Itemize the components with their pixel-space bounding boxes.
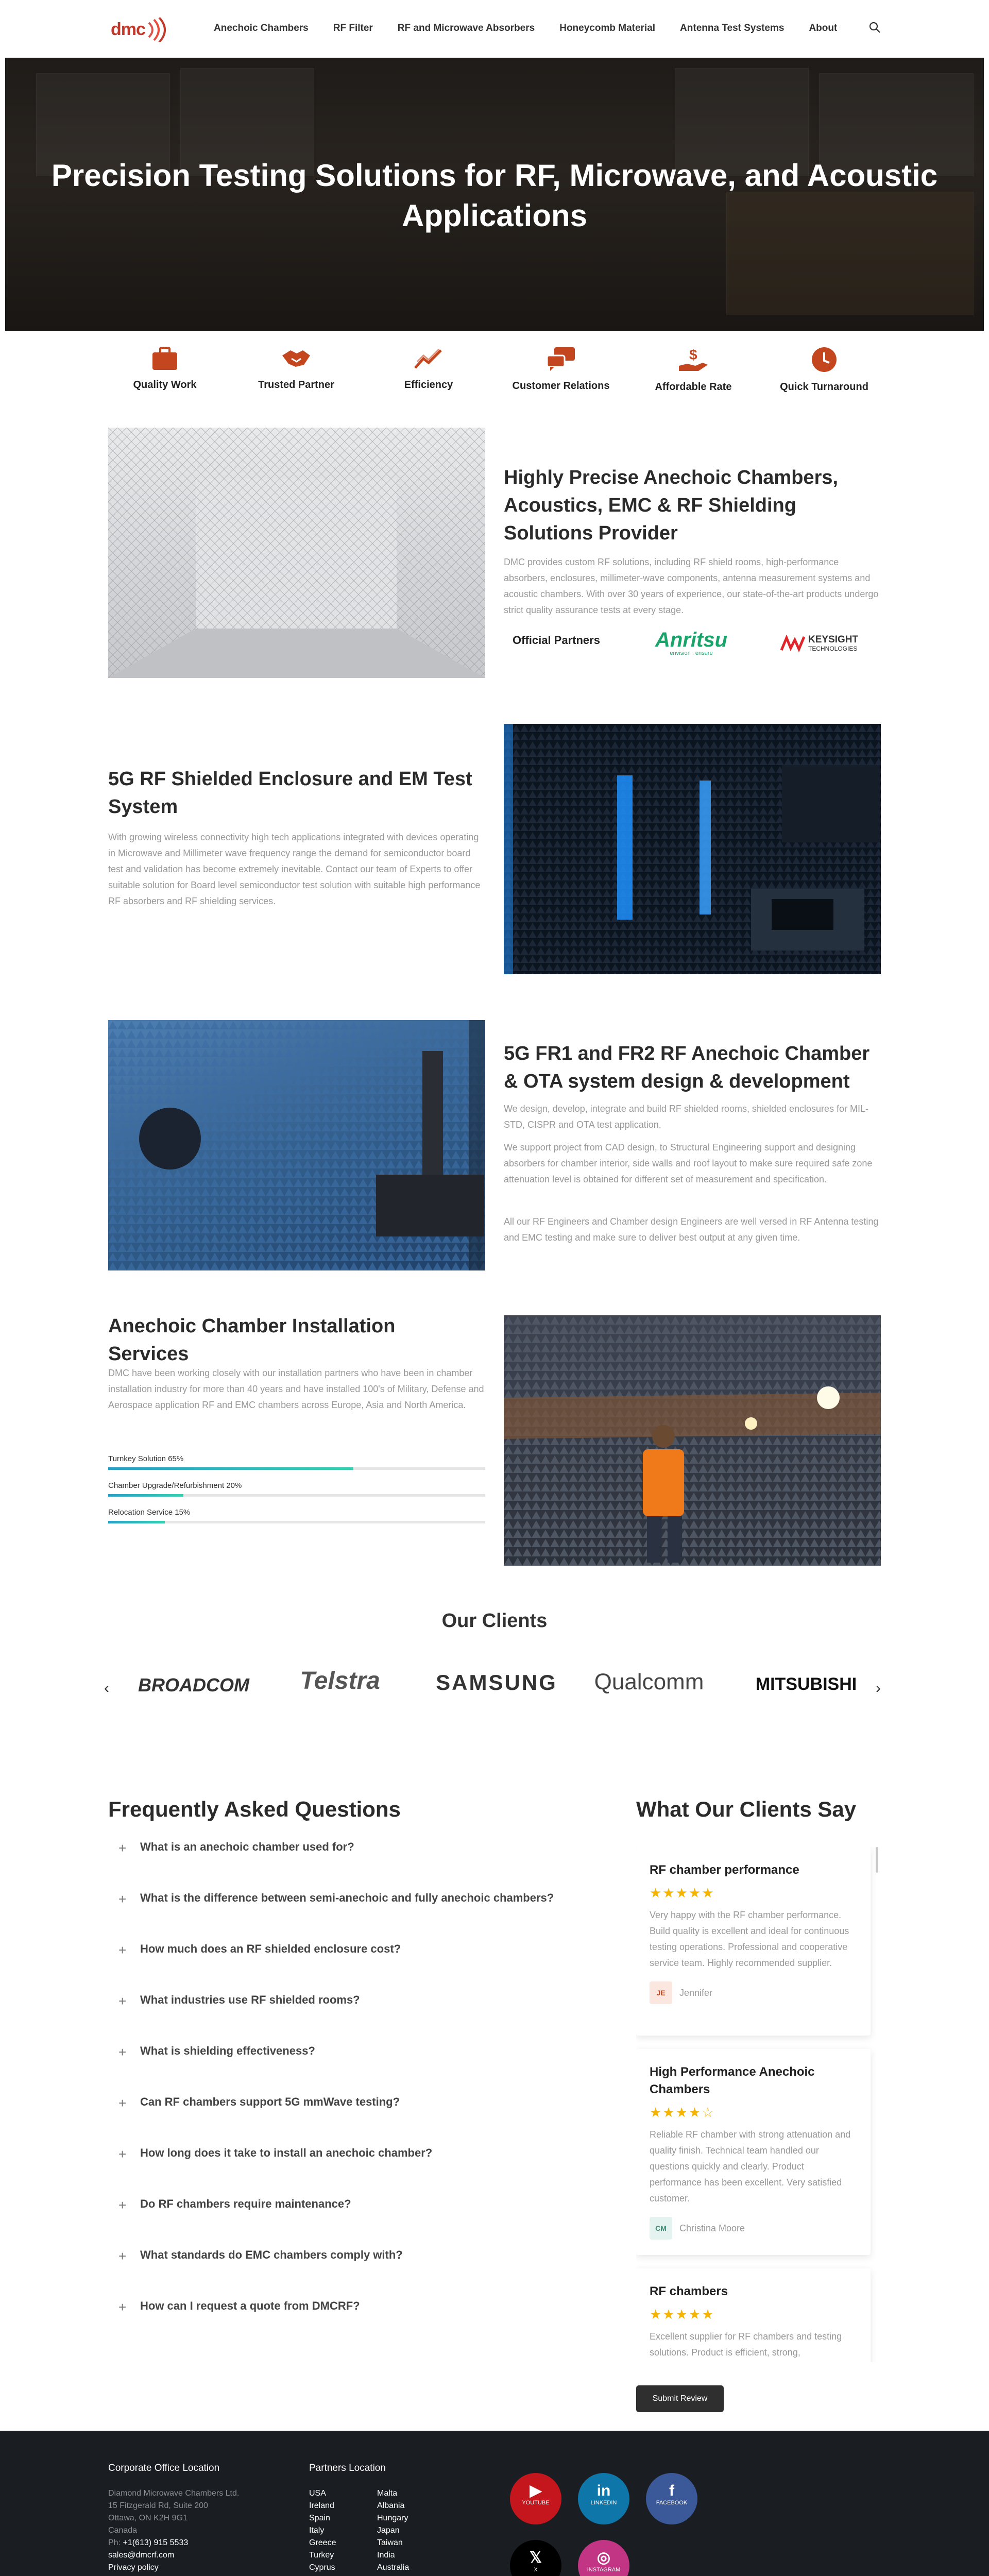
review-card-2 xyxy=(636,2049,871,2255)
anritsu-logo-text: Anritsu xyxy=(655,629,727,651)
logo-text: dmc xyxy=(111,20,145,39)
feature-label: Quality Work xyxy=(133,379,197,391)
youtube-icon: ▶ xyxy=(530,2482,542,2499)
plus-icon: + xyxy=(118,2197,127,2213)
social-label: INSTAGRAM xyxy=(587,2567,621,2573)
faq-item-9[interactable] xyxy=(118,2248,603,2299)
instagram-icon: ◎ xyxy=(596,2549,611,2566)
keysight-logo[interactable] xyxy=(780,635,858,652)
section4-title: Anechoic Chamber Installation Services xyxy=(108,1315,396,1365)
office-address xyxy=(108,2487,278,2574)
country: Taiwan xyxy=(377,2538,403,2547)
facebook-button[interactable] xyxy=(646,2473,697,2524)
facebook-icon: f xyxy=(669,2482,674,2499)
anritsu-tagline: envision : ensure xyxy=(670,650,713,656)
plus-icon: + xyxy=(118,2248,127,2264)
address-line: Canada xyxy=(108,2526,138,2535)
plus-icon: + xyxy=(118,2299,127,2315)
rf-chamber-ota-image xyxy=(108,1020,485,1270)
partners-col-1 xyxy=(309,2487,371,2574)
reviewer-name: Jennifer xyxy=(679,1987,713,1998)
review-title: High Performance Anechoic Chambers xyxy=(650,2065,815,2096)
nav-anechoic-chambers[interactable]: Anechoic Chambers xyxy=(214,23,309,33)
progress-fill xyxy=(108,1467,353,1470)
plus-icon: + xyxy=(118,1993,127,2009)
shielded-enclosure-image xyxy=(504,724,881,974)
country: Albania xyxy=(377,2501,405,2510)
phone-link[interactable]: +1(613) 915 5533 xyxy=(123,2538,189,2547)
review-card-3 xyxy=(636,2268,871,2362)
plus-icon: + xyxy=(118,1840,127,1856)
section2-title: 5G RF Shielded Enclosure and EM Test System xyxy=(108,768,472,818)
country: Malta xyxy=(377,2489,398,2498)
section3-p1: We design, develop, integrate and build RF shielded rooms, shielded enclosures for MIL-STD, CISPR and OTA test application. xyxy=(504,1104,869,1130)
handshake-icon xyxy=(280,346,312,371)
carousel-prev-button[interactable]: ‹ xyxy=(104,1680,109,1697)
faq-title: Frequently Asked Questions xyxy=(108,1797,401,1821)
section3-title: 5G FR1 and FR2 RF Anechoic Chamber & OTA system design & development xyxy=(504,1043,870,1092)
main-nav xyxy=(214,23,862,34)
social-label: FACEBOOK xyxy=(656,2500,688,2506)
x-twitter-button[interactable] xyxy=(510,2540,561,2576)
signal-waves-icon xyxy=(146,18,172,42)
svg-text:$: $ xyxy=(689,347,697,363)
nav-about[interactable]: About xyxy=(809,23,838,33)
nav-absorbers[interactable]: RF and Microwave Absorbers xyxy=(397,23,535,33)
submit-review-button[interactable]: Submit Review xyxy=(636,2385,724,2412)
country: Japan xyxy=(377,2526,400,2535)
feature-quality-work xyxy=(103,346,227,391)
phone-prefix: Ph: xyxy=(108,2538,121,2547)
briefcase-icon xyxy=(151,346,179,371)
country: Spain xyxy=(309,2514,330,2522)
chamber-installation-image xyxy=(504,1315,881,1566)
country: Greece xyxy=(309,2538,336,2547)
faq-question: How much does an RF shielded enclosure cost? xyxy=(140,1942,401,1955)
reviewer xyxy=(650,2217,857,2240)
star-rating: ★★★★★ xyxy=(650,1885,715,1901)
progress-relocation xyxy=(108,1508,485,1523)
site-footer xyxy=(0,2431,989,2576)
progress-label: Turnkey Solution 65% xyxy=(108,1454,184,1463)
faq-question: How long does it take to install an anechoic chamber? xyxy=(140,2146,433,2159)
social-label: X xyxy=(534,2567,538,2573)
faq-question: How can I request a quote from DMCRF? xyxy=(140,2299,360,2312)
official-partners-label: Official Partners xyxy=(513,634,600,647)
feature-label: Customer Relations xyxy=(512,380,610,392)
client-logo-samsung: SAMSUNG xyxy=(436,1670,557,1694)
progress-upgrade xyxy=(108,1481,485,1497)
country: Italy xyxy=(309,2526,325,2535)
dmc-logo[interactable] xyxy=(111,15,173,42)
section2-text: With growing wireless connectivity high tech applications integrated with devices operating in Microwave and Millimeter wave frequency range the demand for semiconductor board test and validation has become extremely inevitable. Contact our team of Experts to offer suitable solution for Board level semiconductor test solution with suitable high performance RF absorbers and RF shielding services. xyxy=(108,832,481,906)
faq-item-6[interactable] xyxy=(118,2095,603,2146)
faq-item-1[interactable] xyxy=(118,1840,603,1891)
review-title: RF chamber performance xyxy=(650,1863,799,1877)
feature-label: Trusted Partner xyxy=(258,379,334,391)
plus-icon: + xyxy=(118,1942,127,1958)
privacy-link[interactable]: Privacy policy xyxy=(108,2563,159,2572)
partners-col-2 xyxy=(377,2487,449,2574)
installation-progress-list xyxy=(108,1454,485,1523)
faq-item-8[interactable] xyxy=(118,2197,603,2248)
nav-antenna-test[interactable]: Antenna Test Systems xyxy=(680,23,785,33)
country: Hungary xyxy=(377,2514,408,2522)
faq-item-5[interactable] xyxy=(118,2044,603,2095)
avatar: JE xyxy=(650,1981,672,2004)
client-logo-telstra: Telstra xyxy=(300,1667,380,1694)
keysight-text: KEYSIGHT xyxy=(808,634,859,645)
keysight-sub: TECHNOLOGIES xyxy=(808,645,858,652)
faq-question: Can RF chambers support 5G mmWave testing? xyxy=(140,2095,400,2108)
faq-item-2[interactable] xyxy=(118,1891,603,1942)
feature-quick-turnaround xyxy=(762,346,886,393)
anritsu-logo[interactable] xyxy=(655,630,727,656)
review-text: Reliable RF chamber with strong attenuation and quality finish. Technical team handled our questions quickly and clearly. Product performance has been excellent. Very satisfied customer. xyxy=(650,2129,851,2204)
country: Australia xyxy=(377,2563,410,2572)
faq-question: What industries use RF shielded rooms? xyxy=(140,1993,360,2006)
hero-banner xyxy=(5,58,984,331)
email-link[interactable]: sales@dmcrf.com xyxy=(108,2551,175,2560)
faq-item-7[interactable] xyxy=(118,2146,603,2197)
linkedin-button[interactable] xyxy=(578,2473,629,2524)
star-rating: ★★★★★ xyxy=(650,2307,715,2322)
section3-p2: We support project from CAD design, to Structural Engineering support and designing absorbers for chamber interior, side walls and roof layout to make sure required safe zone attenuation level is obtained for different set of measurement and specification. xyxy=(504,1142,873,1184)
carousel-next-button[interactable]: › xyxy=(876,1680,881,1697)
faq-question: What is an anechoic chamber used for? xyxy=(140,1840,354,1853)
address-line: 15 Fitzgerald Rd, Suite 200 xyxy=(108,2501,208,2510)
review-text: Excellent supplier for RF chambers and testing solutions. Product is efficient, strong, xyxy=(650,2331,842,2358)
progress-fill xyxy=(108,1521,165,1523)
anechoic-chamber-image xyxy=(108,428,485,678)
reviews-scroll[interactable] xyxy=(636,1847,878,2362)
review-text: Very happy with the RF chamber performance. Build quality is excellent and ideal for continuous testing operations. Professional and cooperative service team. Highly recommended supplier. xyxy=(650,1910,849,1968)
country: Turkey xyxy=(309,2551,334,2560)
feature-label: Quick Turnaround xyxy=(780,381,868,393)
progress-turnkey xyxy=(108,1454,485,1470)
nav-honeycomb[interactable]: Honeycomb Material xyxy=(559,23,656,33)
linkedin-icon: in xyxy=(596,2482,611,2499)
clock-icon xyxy=(811,346,838,373)
reviewer xyxy=(650,1981,857,2004)
feature-customer-relations xyxy=(499,346,623,392)
trend-chart-icon xyxy=(413,346,444,371)
youtube-button[interactable] xyxy=(510,2473,561,2524)
hand-dollar-icon xyxy=(678,346,709,373)
feature-efficiency xyxy=(367,346,490,391)
office-title: Corporate Office Location xyxy=(108,2463,220,2473)
plus-icon: + xyxy=(118,2095,127,2111)
faq-list xyxy=(118,1840,603,2350)
feature-label: Efficiency xyxy=(404,379,453,391)
instagram-button[interactable] xyxy=(578,2540,629,2576)
search-icon[interactable] xyxy=(869,22,880,33)
client-logo-mitsubishi: MITSUBISHI xyxy=(755,1674,857,1694)
section1-text: DMC provides custom RF solutions, including RF shield rooms, high-performance absorbers, enclosures, millimeter-wave components, antenna measurement systems and acoustic chambers. With over 30 years of experience, our state-of-the-art products undergo strict quality assurance tests at every stage. xyxy=(504,557,879,615)
nav-rf-filter[interactable]: RF Filter xyxy=(333,23,373,33)
site-header xyxy=(0,0,989,57)
faq-question: Do RF chambers require maintenance? xyxy=(140,2197,351,2210)
faq-question: What is shielding effectiveness? xyxy=(140,2044,315,2057)
feature-trusted-partner xyxy=(234,346,358,391)
social-label: YOUTUBE xyxy=(522,2500,550,2506)
country: India xyxy=(377,2551,395,2560)
faq-question: What standards do EMC chambers comply with? xyxy=(140,2248,403,2261)
feature-label: Affordable Rate xyxy=(655,381,732,393)
feature-affordable-rate xyxy=(632,346,755,393)
social-label: LINKEDIN xyxy=(590,2500,617,2506)
country: USA xyxy=(309,2489,326,2498)
country: Cyprus xyxy=(309,2563,335,2572)
reviews-title: What Our Clients Say xyxy=(636,1797,857,1821)
faq-item-10[interactable] xyxy=(118,2299,603,2350)
section4-text: DMC have been working closely with our installation partners who have been in chamber installation industry for more than 40 years and have installed 100's of Military, Defense and Aerospace application RF and EMC chambers across Europe, Asia and North America. xyxy=(108,1368,484,1410)
keysight-wave-icon xyxy=(780,635,805,652)
plus-icon: + xyxy=(118,2146,127,2162)
chat-bubbles-icon xyxy=(546,346,576,372)
plus-icon: + xyxy=(118,1891,127,1907)
faq-item-4[interactable] xyxy=(118,1993,603,2044)
faq-question: What is the difference between semi-anechoic and fully anechoic chambers? xyxy=(140,1891,554,1904)
review-title: RF chambers xyxy=(650,2284,728,2298)
hero-title: Precision Testing Solutions for RF, Microwave, and Acoustic Applications xyxy=(51,158,938,233)
reviewer-name: Christina Moore xyxy=(679,2223,745,2233)
section1-title: Highly Precise Anechoic Chambers, Acoustics, EMC & RF Shielding Solutions Provider xyxy=(504,467,839,544)
avatar: CM xyxy=(650,2217,672,2240)
clients-title: Our Clients xyxy=(441,1610,548,1632)
client-logo-broadcom: BROADCOM xyxy=(138,1674,249,1696)
progress-label: Chamber Upgrade/Refurbishment 20% xyxy=(108,1481,242,1490)
x-icon: 𝕏 xyxy=(529,2549,542,2566)
client-logo-qualcomm: Qualcomm xyxy=(594,1669,704,1694)
faq-item-3[interactable] xyxy=(118,1942,603,1993)
section3-p3: All our RF Engineers and Chamber design Engineers are well versed in RF Antenna testing and EMC testing and make sure to deliver best output at any given time. xyxy=(504,1216,879,1243)
partners-location-title: Partners Location xyxy=(309,2463,386,2473)
address-line: Ottawa, ON K2H 9G1 xyxy=(108,2514,187,2522)
review-card-1 xyxy=(636,1847,871,2036)
address-line: Diamond Microwave Chambers Ltd. xyxy=(108,2489,240,2498)
country: Ireland xyxy=(309,2501,334,2510)
progress-fill xyxy=(108,1494,183,1497)
reviews-scrollbar[interactable] xyxy=(876,1847,878,1873)
progress-label: Relocation Service 15% xyxy=(108,1508,191,1517)
star-rating: ★★★★☆ xyxy=(650,2105,715,2120)
plus-icon: + xyxy=(118,2044,127,2060)
